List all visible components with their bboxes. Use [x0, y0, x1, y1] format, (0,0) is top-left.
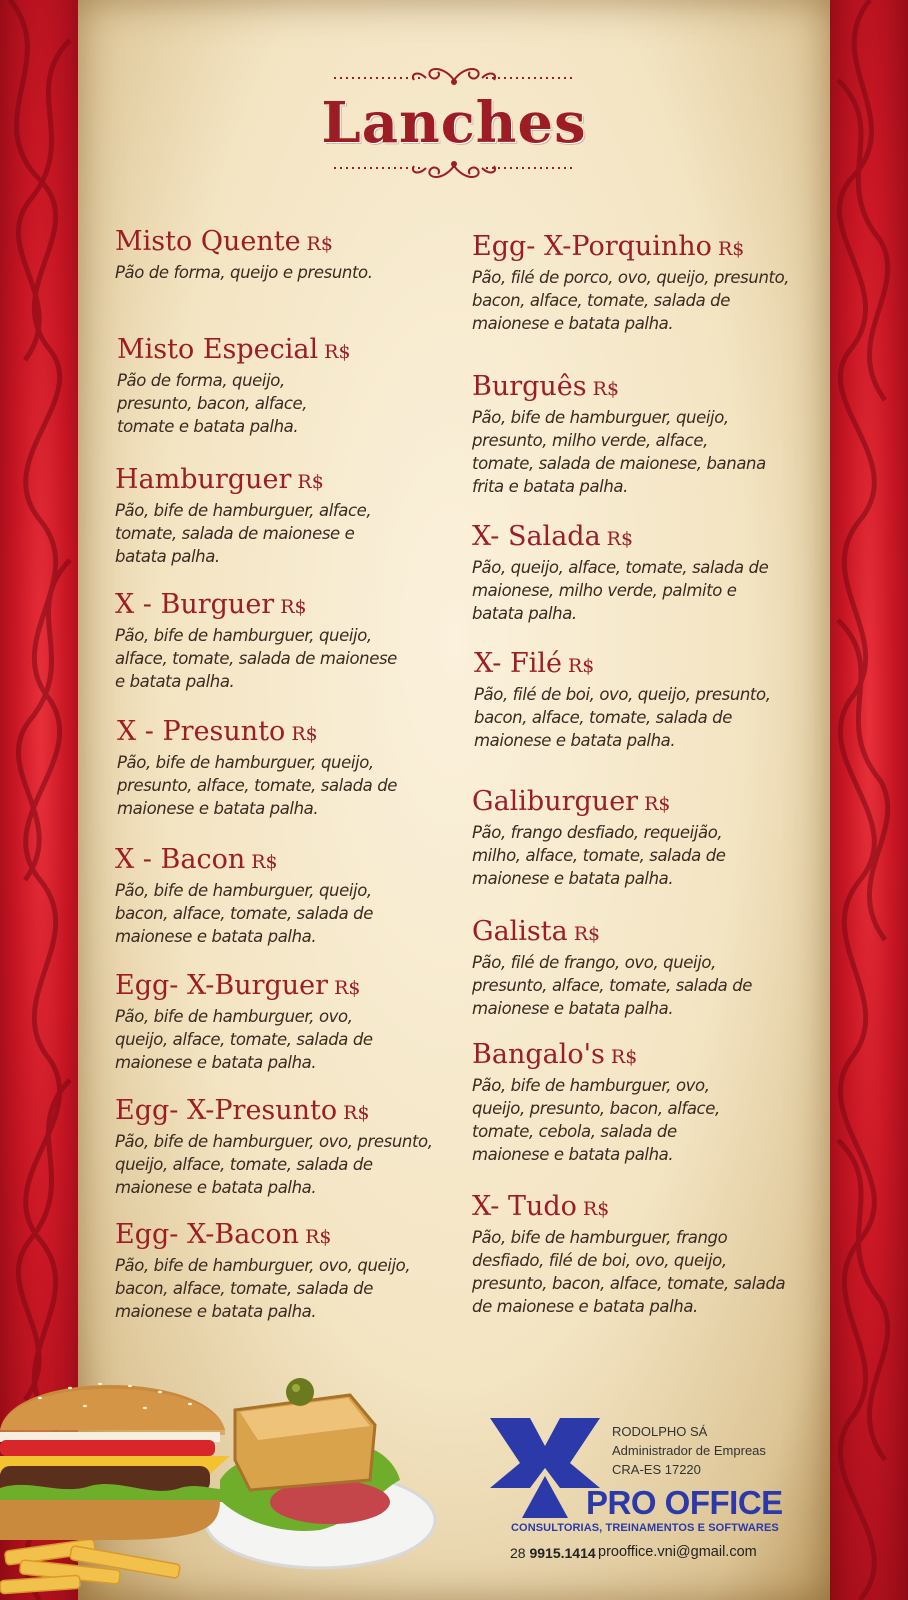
item-description: Pão, bife de hamburguer, queijo, presunto, alface, tomate, salada de maionese e batata palha.: [117, 753, 398, 818]
item-name: Egg- X-Presunto: [115, 1095, 338, 1126]
top-ornament-icon: [334, 60, 574, 88]
item-description: Pão, bife de hamburguer, frango desfiado, filé de boi, ovo, queijo, presunto, bacon, alface, tomate, salada de maionese e batata palha.: [472, 1228, 786, 1316]
item-description: Pão, queijo, alface, tomate, salada de maionese, milho verde, palmito e batata palha.: [472, 558, 769, 623]
item-name: X - Burguer: [115, 589, 275, 620]
item-price: R$: [324, 341, 351, 363]
bottom-ornament-icon: [334, 158, 574, 186]
menu-item: [472, 520, 772, 625]
item-price: R$: [334, 977, 361, 999]
item-description: Pão, bife de hamburguer, ovo, queijo, alface, tomate, salada de maionese e batata palha.: [115, 1007, 373, 1072]
item-name: X- Salada: [472, 521, 601, 552]
item-price: R$: [280, 596, 307, 618]
item-description: Pão, bife de hamburguer, queijo, bacon, alface, tomate, salada de maionese e batata palha.: [115, 881, 373, 946]
item-name: X - Bacon: [115, 844, 246, 875]
right-damask-panel: [830, 0, 908, 1600]
menu-item: [115, 588, 400, 693]
item-name: Egg- X-Porquinho: [472, 231, 712, 262]
phone-number: [510, 1545, 596, 1561]
item-description: Pão, filé de frango, ovo, queijo, presunto, alface, tomate, salada de maionese e batata palha.: [472, 953, 753, 1018]
item-description: Pão, filé de boi, ovo, queijo, presunto, bacon, alface, tomate, salada de maionese e batata palha.: [474, 685, 771, 750]
item-name: X- Filé: [474, 648, 562, 679]
item-price: R$: [343, 1102, 370, 1124]
contact-block: [612, 1422, 766, 1479]
brand-tagline: CONSULTORIAS, TREINAMENTOS E SOFTWARES: [511, 1522, 779, 1534]
contact-name: RODOLPHO SÁ: [612, 1424, 708, 1439]
item-price: R$: [306, 233, 333, 255]
menu-item: [115, 1094, 445, 1199]
item-description: Pão, bife de hamburguer, ovo, queijo, bacon, alface, tomate, salada de maionese e batata palha.: [115, 1256, 411, 1321]
item-price: R$: [251, 851, 278, 873]
item-price: R$: [644, 793, 671, 815]
item-price: R$: [305, 1226, 332, 1248]
pro-office-logo-icon: [490, 1418, 600, 1518]
page-title: Lanches: [321, 90, 587, 156]
item-description: Pão, bife de hamburguer, ovo, presunto, queijo, alface, tomate, salada de maionese e batata palha.: [115, 1132, 433, 1197]
menu-item: [117, 715, 417, 820]
menu-item: [115, 843, 415, 948]
item-price: R$: [297, 471, 324, 493]
item-name: X- Tudo: [472, 1191, 577, 1222]
item-price: R$: [592, 378, 620, 400]
item-name: Misto Quente: [115, 226, 301, 257]
item-name: Galiburguer: [472, 786, 639, 817]
item-description: Pão, filé de porco, ovo, queijo, presunto, bacon, alface, tomate, salada de maionese e batata palha.: [472, 268, 790, 333]
menu-item: [115, 463, 400, 568]
item-price: R$: [717, 238, 745, 260]
phone-area: 28: [510, 1545, 526, 1561]
email-address: prooffice.vni@gmail.com: [598, 1544, 757, 1560]
item-price: R$: [573, 923, 601, 945]
item-price: R$: [606, 528, 634, 550]
menu-item: [472, 785, 757, 890]
menu-item: [115, 225, 445, 284]
item-price: R$: [567, 655, 595, 677]
item-description: Pão, bife de hamburguer, alface, tomate, salada de maionese e batata palha.: [115, 501, 372, 566]
item-description: Pão de forma, queijo, presunto, bacon, alface, tomate e batata palha.: [117, 371, 308, 436]
item-description: Pão de forma, queijo e presunto.: [115, 263, 373, 282]
item-name: Egg- X-Burguer: [115, 970, 329, 1001]
burger-and-toast-illustration: [0, 1370, 440, 1600]
menu-item: [472, 1190, 792, 1318]
menu-item: [472, 230, 792, 335]
menu-item: [117, 333, 357, 438]
menu-item: [472, 370, 772, 498]
left-damask-panel: [0, 0, 82, 1600]
menu-header: [78, 60, 830, 186]
item-price: R$: [610, 1046, 638, 1068]
item-name: Burguês: [472, 371, 587, 402]
phone-digits: 9915.1414: [529, 1545, 596, 1561]
item-name: Misto Especial: [117, 334, 319, 365]
menu-item: [474, 647, 774, 752]
item-price: R$: [582, 1198, 610, 1220]
item-name: Hamburguer: [115, 464, 292, 495]
item-name: Bangalo's: [472, 1039, 605, 1070]
item-name: X - Presunto: [117, 716, 286, 747]
item-description: Pão, bife de hamburguer, ovo, queijo, presunto, bacon, alface, tomate, cebola, salada de maionese e batata palha.: [472, 1076, 720, 1164]
contact-registration: CRA-ES 17220: [612, 1462, 701, 1477]
item-price: R$: [291, 723, 318, 745]
menu-item: [115, 1218, 445, 1323]
item-name: Egg- X-Bacon: [115, 1219, 300, 1250]
item-name: Galista: [472, 916, 568, 947]
item-description: Pão, frango desfiado, requeijão, milho, alface, tomate, salada de maionese e batata palha.: [472, 823, 726, 888]
menu-item: [115, 969, 400, 1074]
menu-item: [472, 1038, 742, 1166]
item-description: Pão, bife de hamburguer, queijo, alface, tomate, salada de maionese e batata palha.: [115, 626, 397, 691]
brand-name: PRO OFFICE: [586, 1484, 783, 1521]
menu-item: [472, 915, 757, 1020]
item-description: Pão, bife de hamburguer, queijo, presunto, milho verde, alface, tomate, salada de maionese, banana frita e batata palha.: [472, 408, 766, 496]
contact-role: Administrador de Empreas: [612, 1443, 766, 1458]
